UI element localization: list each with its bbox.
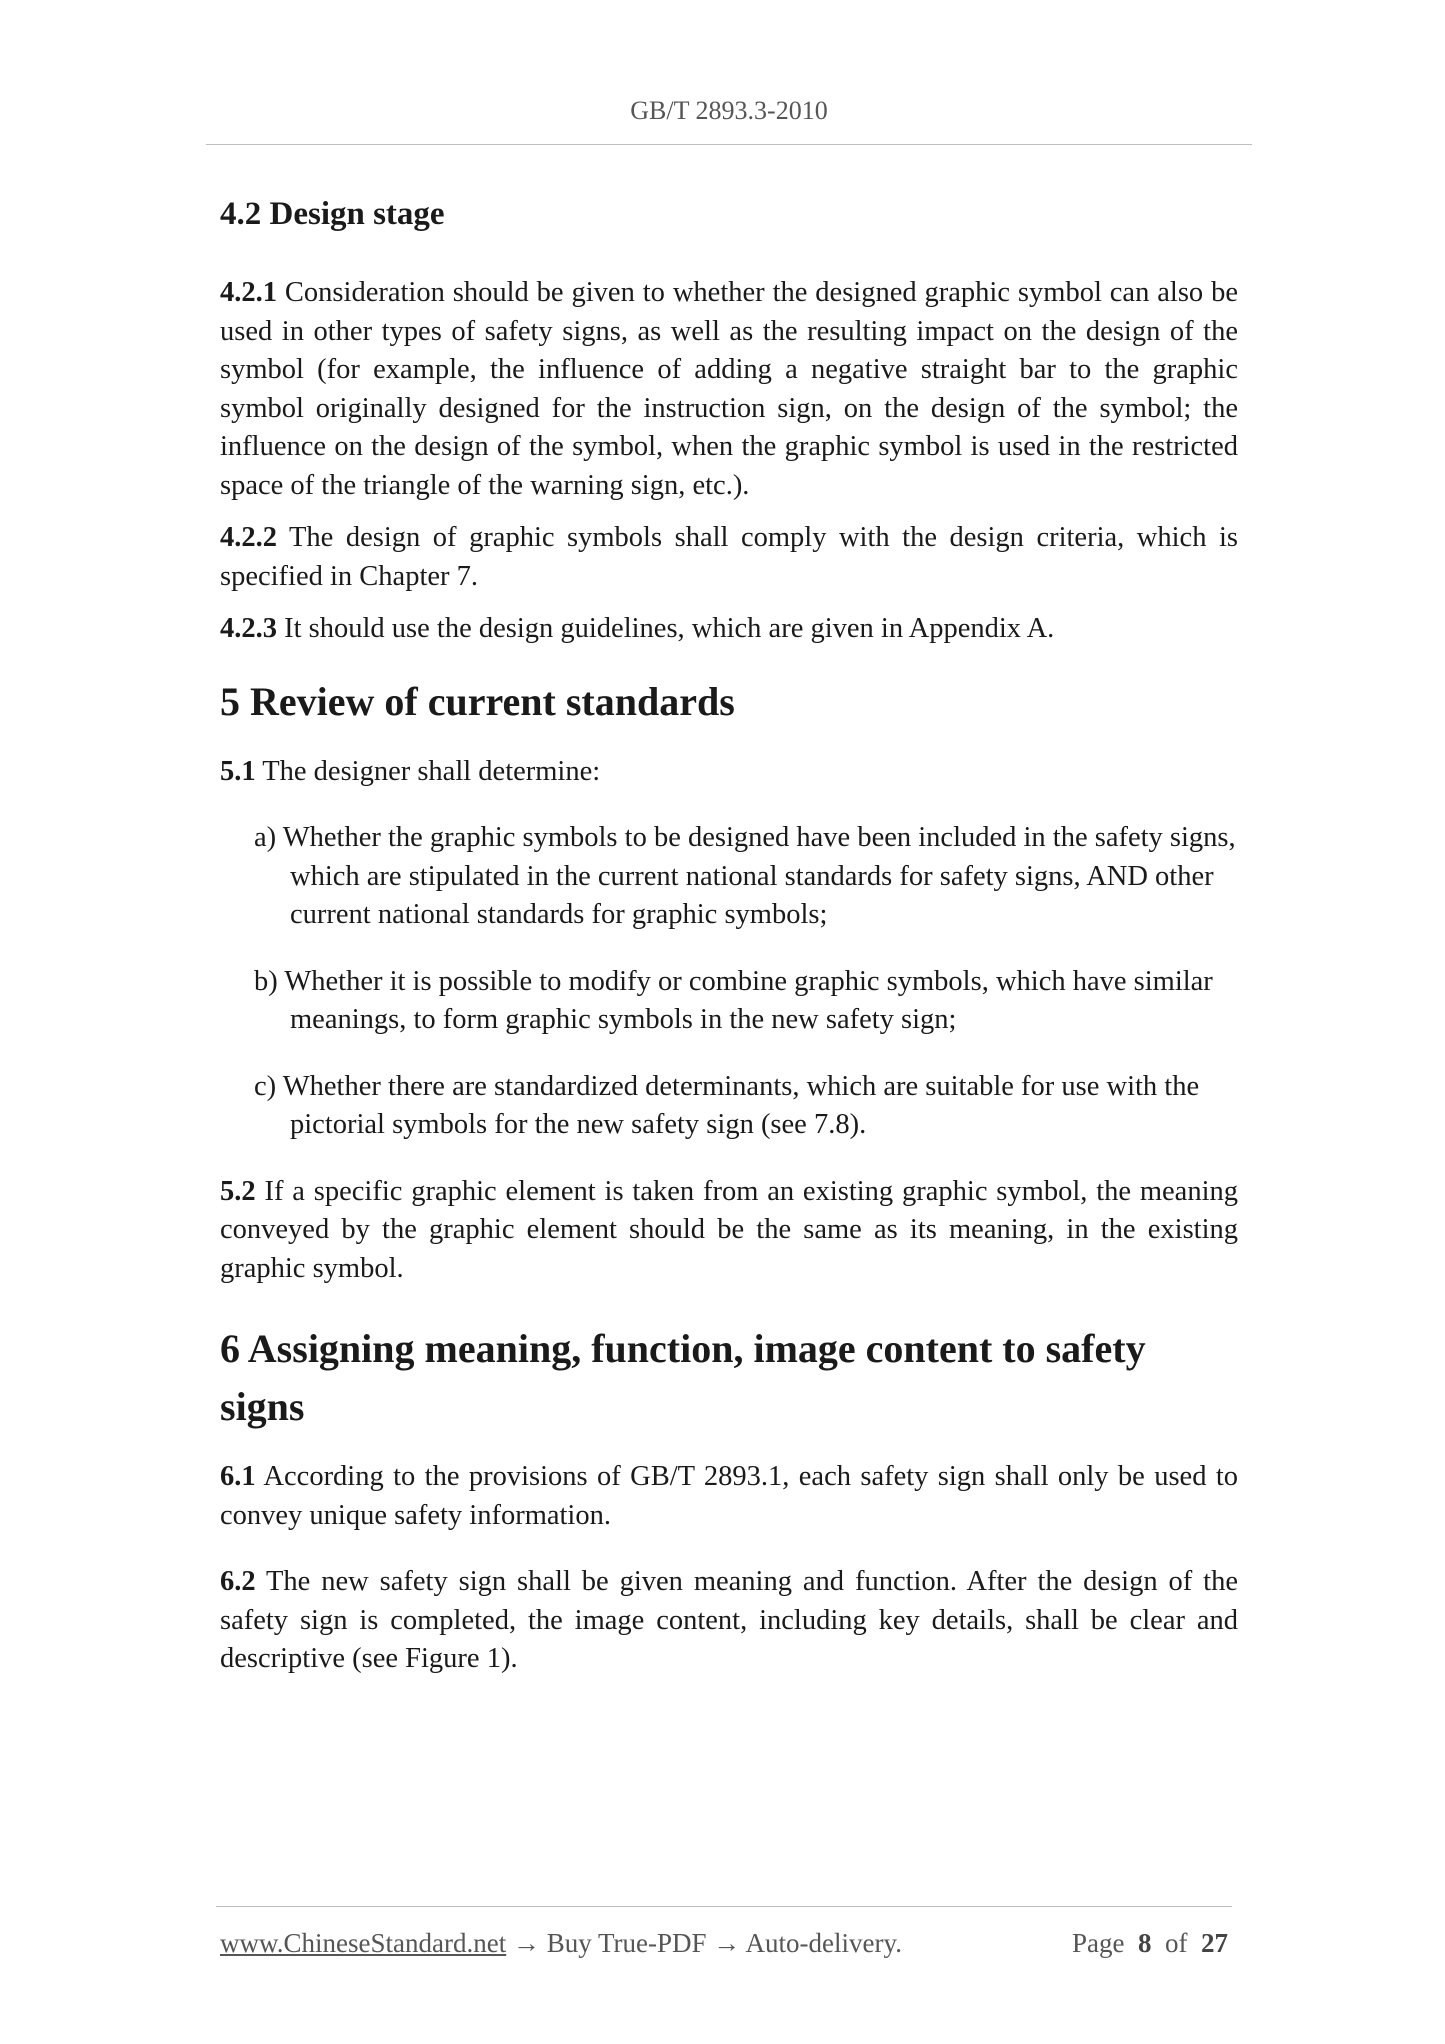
clause-text: The design of graphic symbols shall comply with the design criteria, which is specified in Chapter 7.	[220, 522, 1238, 592]
paragraph-4-2-1	[220, 274, 1238, 505]
clause-number: 6.2	[220, 1566, 256, 1597]
document-body	[220, 190, 1238, 1679]
clause-number: 5.1	[220, 755, 256, 787]
buy-pdf-text: Buy True-PDF	[546, 1928, 707, 1958]
page-label: Page	[1072, 1928, 1125, 1958]
website-link[interactable]: www.ChineseStandard.net	[220, 1928, 507, 1958]
list-item-a: a) Whether the graphic symbols to be designed have been included in the safety signs, which are stipulated in the current national standards for safety signs, AND other current national standards for graphic symbols;	[254, 822, 1236, 930]
list-item-b: b) Whether it is possible to modify or combine graphic symbols, which have similar meanings, to form graphic symbols in the new safety sign;	[254, 965, 1213, 1035]
paragraph-6-2	[220, 1563, 1238, 1679]
of-label: of	[1165, 1928, 1188, 1958]
clause-number: 5.2	[220, 1175, 256, 1207]
paragraph-5-2	[220, 1173, 1238, 1289]
page-total: 27	[1201, 1928, 1228, 1958]
header-divider	[206, 144, 1252, 145]
clause-text: The new safety sign shall be given meaning and function. After the design of the safety sign is completed, the image content, including key details, shall be clear and descriptive (see Figure 1).	[220, 1566, 1238, 1674]
heading-4-2: 4.2 Design stage	[220, 196, 445, 232]
list-item-c: c) Whether there are standardized determinants, which are suitable for use with the pictorial symbols for the new safety sign (see 7.8).	[254, 1070, 1200, 1140]
heading-section-5: 5 Review of current standards	[220, 678, 735, 724]
heading-section-6: 6 Assigning meaning, function, image content to safety signs	[220, 1326, 1146, 1429]
clause-text: The designer shall determine:	[255, 755, 601, 787]
auto-delivery-text: Auto-delivery.	[745, 1928, 902, 1958]
footer-divider	[216, 1906, 1232, 1907]
arrow-icon: →	[506, 1928, 547, 1958]
clause-text: It should use the design guidelines, which are given in Appendix A.	[277, 613, 1055, 644]
paragraph-6-1	[220, 1458, 1238, 1535]
clause-text: Consideration should be given to whether the designed graphic symbol can also be used in other types of safety signs, as well as the resulting impact on the design of the symbol (for example, the influence of adding a negative straight bar to the graphic symbol originally designed for the instruction sign, on the design of the symbol; the influence on the design of the symbol, when the graphic symbol is used in the restricted space of the triangle of the warning sign, etc.).	[220, 277, 1238, 501]
page-indicator	[1072, 1928, 1228, 1959]
page-footer	[220, 1928, 1228, 1959]
clause-text: According to the provisions of GB/T 2893.1, each safety sign shall only be used to convey unique safety information.	[220, 1461, 1238, 1531]
running-header: GB/T 2893.3-2010	[630, 96, 828, 125]
clause-number: 4.2.3	[220, 613, 277, 644]
arrow-icon: →	[706, 1928, 746, 1958]
paragraph-5-1	[220, 753, 1238, 792]
clause-number: 4.2.2	[220, 522, 277, 553]
paragraph-4-2-2	[220, 519, 1238, 596]
page-number: 8	[1138, 1928, 1152, 1958]
paragraph-4-2-3	[220, 610, 1238, 649]
clause-number: 6.1	[220, 1461, 256, 1492]
clause-text: If a specific graphic element is taken from an existing graphic symbol, the meaning conveyed by the graphic element should be the same as its meaning, in the existing graphic symbol.	[220, 1175, 1238, 1284]
clause-number: 4.2.1	[220, 277, 277, 308]
